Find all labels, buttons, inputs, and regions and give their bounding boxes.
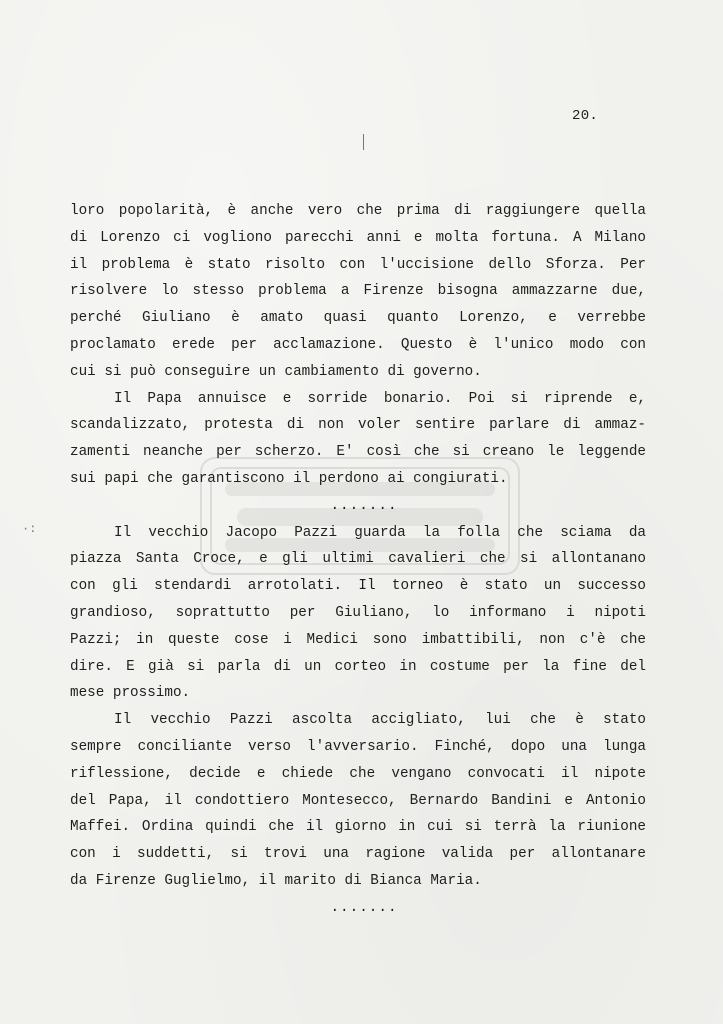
- text-line: da Firenze Guglielmo, il marito di Bianca Maria.: [70, 872, 482, 889]
- text-line: loro popolarità, è anche vero che prima di raggiungere quella: [70, 203, 646, 219]
- text-line: mese prossimo.: [70, 685, 191, 702]
- text-line: Pazzi; in queste cose i Medici sono imbattibili, non c'è che: [70, 631, 646, 648]
- margin-tick-mark: [363, 134, 364, 150]
- text-line: con i suddetti, si trovi una ragione valida per allontanare: [70, 846, 646, 863]
- text-line: dire. E già si parla di un corteo in costume per la fine del: [70, 658, 646, 675]
- text-line: con gli stendardi arrotolati. Il torneo è stato un successo: [70, 578, 646, 595]
- margin-mark: ·:: [22, 522, 37, 536]
- text-line: Il vecchio Pazzi ascolta accigliato, lui che è stato: [114, 712, 646, 729]
- text-line: Maffei. Ordina quindi che il giorno in cui si terrà la riunione: [70, 819, 646, 836]
- section-separator: .......: [330, 899, 398, 916]
- text-line: proclamato erede per acclamazione. Questo è l'unico modo con: [70, 336, 646, 353]
- text-line: scandalizzato, protesta di non voler sentire parlare di ammaz-: [70, 417, 646, 434]
- text-line: Il vecchio Jacopo Pazzi guarda la folla che sciama da: [114, 524, 646, 541]
- page-number: 20.: [572, 108, 599, 124]
- body-text: [70, 198, 646, 922]
- text-line: del Papa, il condottiero Montesecco, Bernardo Bandini e Antonio: [70, 792, 646, 809]
- text-line: sempre conciliante verso l'avversario. Finché, dopo una lunga: [70, 738, 646, 755]
- text-line: zamenti neanche per scherzo. E' così che si creano le leggende: [70, 444, 646, 461]
- text-line: riflessione, decide e chiede che vengano convocati il nipote: [70, 765, 646, 782]
- text-line: perché Giuliano è amato quasi quanto Lorenzo, e verrebbe: [70, 310, 646, 327]
- text-line: risolvere lo stesso problema a Firenze bisogna ammazzarne due,: [70, 283, 646, 300]
- text-line: Il Papa annuisce e sorride bonario. Poi si riprende e,: [114, 390, 646, 407]
- text-line: grandioso, soprattutto per Giuliano, lo informano i nipoti: [70, 604, 646, 621]
- section-separator: .......: [330, 497, 398, 514]
- text-line: il problema è stato risolto con l'uccisione dello Sforza. Per: [70, 256, 646, 273]
- text-line: sui papi che garantiscono il perdono ai congiurati.: [70, 470, 508, 487]
- text-line: cui si può conseguire un cambiamento di governo.: [70, 363, 482, 380]
- text-line: piazza Santa Croce, e gli ultimi cavalieri che si allontanano: [70, 551, 646, 568]
- text-line: di Lorenzo ci vogliono parecchi anni e molta fortuna. A Milano: [70, 229, 646, 246]
